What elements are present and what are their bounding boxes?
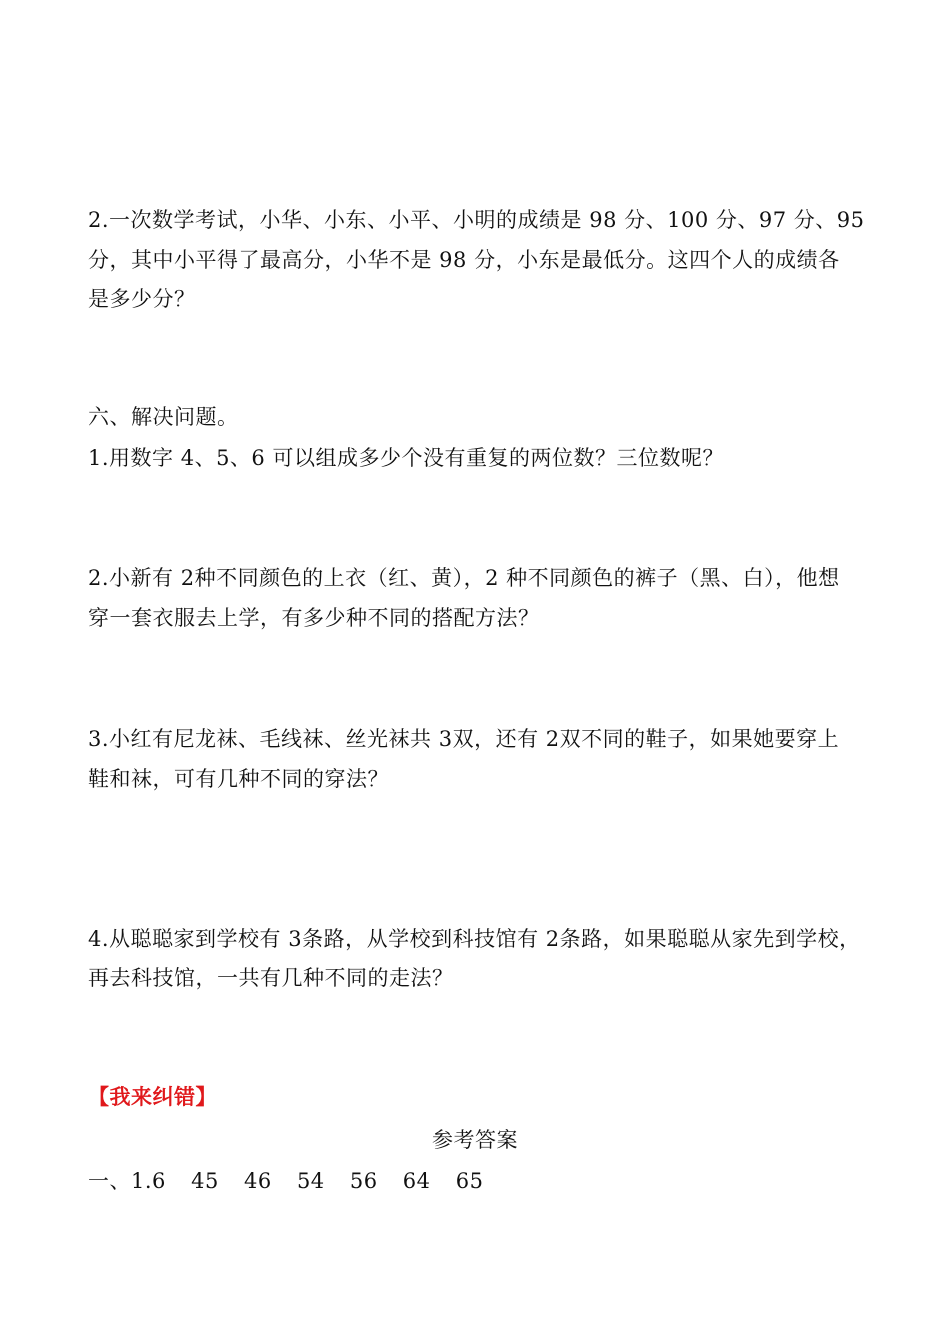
section6-question2-line2: 穿一套衣服去上学，有多少种不同的搭配方法？ <box>88 606 540 630</box>
section5-question2-line3: 是多少分？ <box>88 287 196 311</box>
section6-question3-line1: 3.小红有尼龙袜、毛线袜、丝光袜共 3双，还有 2双不同的鞋子，如果她要穿上 <box>88 727 840 751</box>
answer-value: 46 <box>244 1169 272 1193</box>
answer-value: 54 <box>296 1169 325 1193</box>
answers-row-1-prefix: 一、1.6 <box>88 1169 166 1193</box>
section5-question2-line2: 分，其中小平得了最高分，小华不是 98 分，小东是最低分。这四个人的成绩各 <box>88 248 840 272</box>
answers-row-1 <box>88 1166 868 1196</box>
section6-question4-line1: 4.从聪聪家到学校有 3条路，从学校到科技馆有 2条路，如果聪聪从家先到学校， <box>88 927 861 951</box>
answer-value: 64 <box>402 1169 431 1193</box>
answer-value: 56 <box>349 1169 378 1193</box>
section6-question1: 1.用数字 4、5、6 可以组成多少个没有重复的两位数？三位数呢？ <box>88 446 724 470</box>
section6-question2-line1: 2.小新有 2种不同颜色的上衣（红、黄），2 种不同颜色的裤子（黑、白），他想 <box>88 566 840 590</box>
section6-question4-line2: 再去科技馆，一共有几种不同的走法？ <box>88 966 454 990</box>
section5-question2-line1: 2.一次数学考试，小华、小东、小平、小明的成绩是 98 分、100 分、97 分、95 <box>88 208 865 232</box>
answer-value: 45 <box>191 1169 219 1193</box>
answer-value: 65 <box>455 1169 484 1193</box>
correction-heading: 【我来纠错】 <box>88 1085 217 1109</box>
section6-heading: 六、解决问题。 <box>88 405 239 429</box>
section6-question3-line2: 鞋和袜，可有几种不同的穿法？ <box>88 767 389 791</box>
answers-title: 参考答案 <box>432 1128 518 1152</box>
